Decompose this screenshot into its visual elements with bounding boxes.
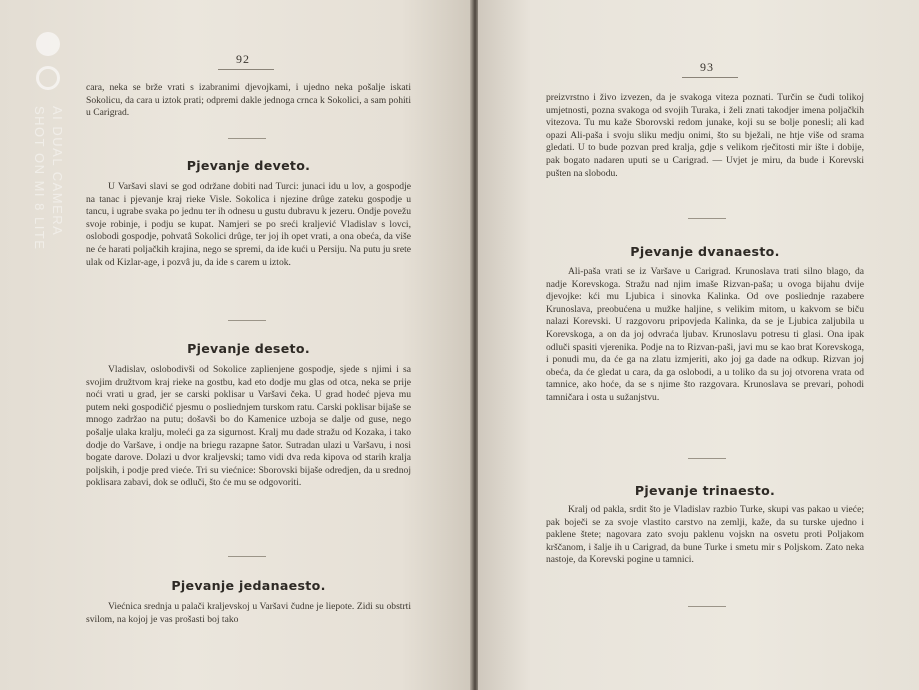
divider	[228, 320, 266, 321]
section-text-12: Ali-paša vrati se iz Varšave u Carigrad. Krunoslava trati silno blago, da nadje Korevskoga. Stražu nad njim imaše Rizvan-paša; u ovoga bijahu dvije djevojke: kći mu Ljubica i sinovka Kalinka. Od ove posliednje razabere Krunoslava, preobućena u mužke haljine, s velikim mitom, u kakvom se biču nalazi Korevski. U razgovoru pripovjeda Kalinka, da se je Ljubica zaljubila u Korevskoga, a on da joj odvraća ljubav. Krunoslavu potresu ti glasi. Ona ipak odluči spasiti vjerenika. Podje na to Rizvan-paši, javi mu se kao brat Korevskoga, i ponudi mu, da će ga na zlatu izmjeriti, ako joj ga dade na odkup. Rizvan joj obeća, da će gledat u cara, da ga oslobodi, a u toliko da su joj otvorena vrata od tamnice, ako hoće, da se s njime što razgovara. Krunoslava se prevari, pohodi tamničara i osta u sužanjstvu.	[546, 266, 864, 403]
divider	[228, 138, 266, 139]
divider	[688, 218, 726, 219]
watermark-line-2: AI DUAL CAMERA	[50, 106, 65, 237]
camera-watermark	[26, 32, 70, 292]
page-number-left: 92	[236, 52, 250, 66]
section-text-9: U Varšavi slavi se god održane dobiti nad Turci: junaci idu u lov, a gospodje na tanac i pjevanje kraj rieke Visle. Sokolica i njezine drûge zateku gospodje u tancu, i ugrabe svaka po jednu ter ih odnesu u gustu dubravu k jezeru. Ondje povežu svoje robinje, i podju se kupat. Namjeri se po sreći kraljević Vladislav s lovci, oslobodi gospodje, pohvatâ Sokolici drûge, ter joj ih opet vrati, a ona obeća, da više ne će harati poljačkih krajina, nego se spremi, da ide kući u Persiju. Na putu ju srete ulak od Kizlar-age, i pozvâ ju, da ide s carem u iztok.	[86, 181, 411, 268]
page-number-right: 93	[700, 60, 714, 74]
section-heading-10: Pjevanje deseto.	[187, 341, 310, 356]
section-heading-9: Pjevanje deveto.	[186, 158, 311, 173]
page-number-rule	[682, 77, 738, 78]
section-text-11: Viećnica srednja u palači kraljevskoj u Varšavi čudne je liepote. Zidi su obstrti svilom, na kojoj je vas prošasti boj tako	[86, 601, 411, 625]
page-number-rule	[218, 69, 274, 70]
divider	[688, 458, 726, 459]
right-page	[478, 0, 919, 690]
watermark-ring-icon	[36, 66, 60, 90]
divider	[228, 556, 266, 557]
section-text-10: Vladislav, oslobodivši od Sokolice zaplienjene gospodje, sjede s njimi i sa svojim družtvom kraj rieke na gostbu, kad eto dodje mu glas od otca, neka se prije noći vrati u grad, jer se carski poklisar u Varšavi čeka. U grad hodeć pjeva mu putem neki gospodičić pjesmu o posliednjem turskom ratu. Carski poklisar bijaše se mnogo zadržao na putu; došavši bo do Kamenice uzboja se dalje od guse, nego pošalje ulaka kralju, moleći ga za sigurnost. Kralj mu dade stražu od Kozaka, i tako dodje do Varšave, i ondje na briegu razapne šator. Sutradan ulazi u Varšavu, i nosi bogate darove. Dolazi u dvor kraljevski; tamo vidi dva reda kipova od starih kralja poljskih, i podje pred vieće. Tri su viećnice: Sborovski bijaše odredjen, da u srednoj poklisara zabavi, dok se odluči, što će mu se odgovoriti.	[86, 364, 411, 489]
section-heading-11: Pjevanje jedanaesto.	[171, 578, 326, 593]
watermark-dot-icon	[36, 32, 60, 56]
watermark-line-1: SHOT ON MI 8 LITE	[32, 106, 47, 251]
left-intro-text: cara, neka se brže vrati s izabranimi djevojkami, i ujedno neka pošalje iskati Sokolicu, da cara u iztok prati; odpremi dakle jednoga crnca k Sokolici, a sam pohiti u Carigrad.	[86, 82, 411, 119]
right-intro-text: preizvrstno i živo izvezen, da je svakoga viteza poznati. Turčin se čudi tolikoj umjetnosti, pozna svakoga od svojih Turaka, i želi znati takodjer imena poljačkih vitezova. Tu mu kaže Sborovski redom junake, koji su se bolje ponesli; ali kad opazi Ali-paša i svoju sliku medju onimi, što su bježali, ne htje više od srama gledati. U to bude pozvan pred kralja, gdje s velikom rječitosti mir ište i dobije, pak bogato nadaren uputi se u Carigrad. — Uvjet je miru, da bude i Korevski pušten na slobodu.	[546, 92, 864, 179]
section-text-13: Kralj od pakla, srdit što je Vladislav razbio Turke, skupi vas pakao u vieće; pak boječi se za svoje vlastito carstvo na zemlji, kaže, da su turske ujedno i paklene štete; nagovara zato svoju paklenu vojskn na osvetu proti Poljakom krščanom, i šalje ih u Carigrad, da bune Turke i smetu mir s Poljskom. Zato neka nastoje, da Korevski pogine u tamnici.	[546, 504, 864, 566]
divider	[688, 606, 726, 607]
section-heading-12: Pjevanje dvanaesto.	[630, 244, 780, 259]
section-heading-13: Pjevanje trinaesto.	[634, 483, 776, 498]
